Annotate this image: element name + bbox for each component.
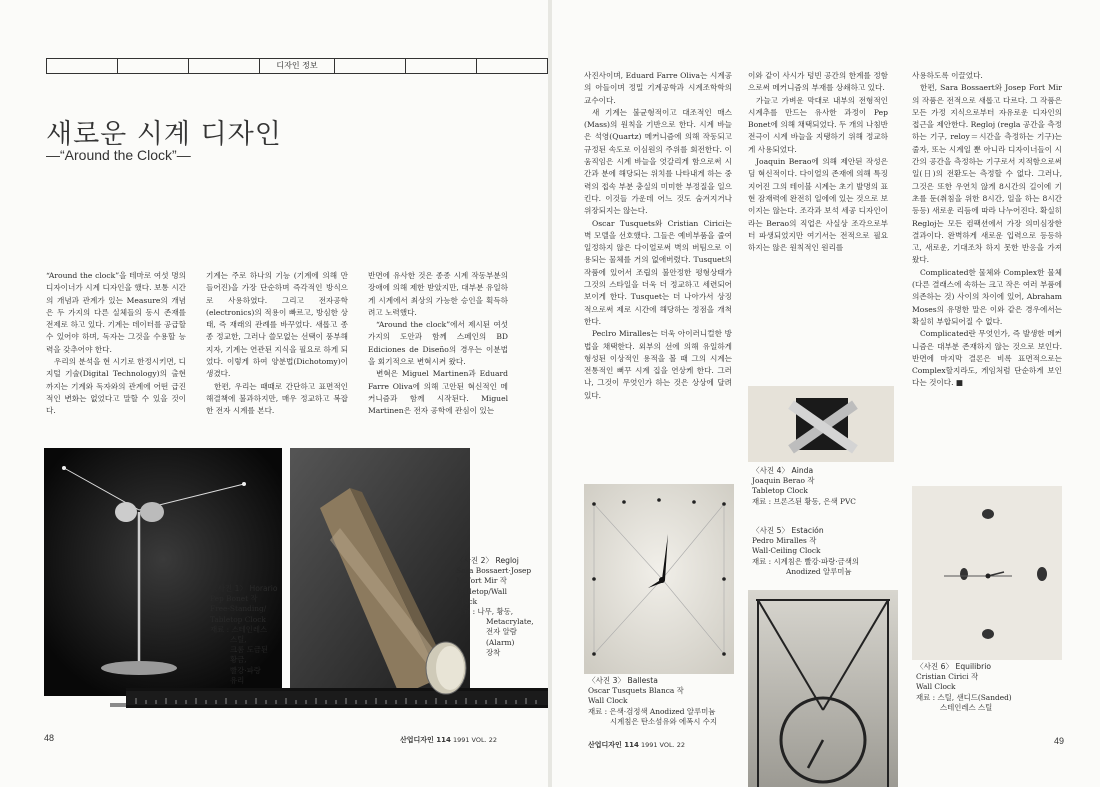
paragraph: 사용하도록 이끌었다. [912,71,983,80]
caption-title: 〈사진 3〉 Ballesta [588,676,658,685]
photo-equilibrio [912,486,1062,660]
magazine-date: 1991 VOL. 22 [640,741,686,749]
caption-line: 황금, [230,655,247,665]
caption-line: 재료 : 스테인레스 [210,624,268,634]
caption-line: Joaquin Berao 작 [752,476,815,486]
magazine-footer-right [588,740,685,750]
caption-title: 〈사진 4〉 Ainda [752,466,814,475]
magazine-date: 1991 VOL. 22 [452,736,498,744]
paragraph: Oscar Tusquets와 Cristian Cirici는 벽 모델을 선호했다. 그들은 예비부품을 줄여 일정하지 않은 다이얼로써 벽의 버팀으로 이용되는 물체를 거의 없애버렸다. Tusquet의 작품에 있어서 조립의 불안정한 평형상태가 그것의 스타일을 더욱 더 정교하고 세련되어 보이게 한다. Tusquet는 더 나아가서 상징적으로써 제로 시간에 해당하는 정점을 개척한다. [584,218,732,326]
caption-line: Clock [456,596,478,606]
caption-photo-1 [210,584,278,686]
magazine-footer-left [400,735,497,745]
caption-title: 〈사진 1〉 Horario [210,584,278,593]
page-number-right: 49 [1054,736,1065,746]
caption-line: Wall Clock [588,696,628,706]
caption-line: Tabletop Clock [210,614,266,624]
caption-line: 재료 : 스틸, 샌디드(Sanded) [916,692,1012,702]
caption-line: Wall Clock [916,682,956,692]
paragraph: 우리의 분석을 현 시기로 한정시키면, 디지털 기술(Digital Technology)의 출현까지는 기계와 독자와의 관계에 어떤 급진적인 변화는 없었다고 말할 수 있을 것이다. [46,357,186,416]
caption-line: Metacrylate, [486,617,534,627]
regloj-ruler [126,688,556,708]
caption-line: 재료 : 시계침은 빨강·파랑·금색의 [752,556,860,566]
paragraph: 새 기계는 불균형적이고 대조적인 매스(Mass)의 원칙을 기반으로 한다. 시계 바늘은 석영(Quartz) 메커니즘에 의해 작동되고 규정된 속도로 이심원의 주위를 회전한다. 이 움직임은 시계 바늘을 엇갈리게 함으로써 시간과 분에 해당되는 위치를 나타내게 하는 중력의 접속 부분 충실의 미미한 부정질을 일으킨다. 이것들 가운데 어느 것도 숨겨지거나 위장되지는 않는다. [584,107,732,216]
caption-line: 스테인레스 스틸 [940,702,993,712]
photo-ballesta [584,484,734,674]
caption-line: Free-Standing/ [210,604,267,614]
photo-estacion [748,590,898,787]
caption-photo-3 [588,676,717,727]
caption-line: 재료 : 은색·검정색 Anodized 알루미늄 [588,706,716,716]
page-number-left: 48 [44,733,55,743]
regloj-reel-icon [424,636,468,696]
left-page [0,0,548,787]
photo-ainda [748,386,894,462]
caption-title: 〈사진 5〉 Estación [752,526,824,535]
caption-line: 유리 [230,675,245,685]
body-column-2 [206,270,348,418]
paragraph: 기계는 주로 하나의 기능 (기계에 의해 만들어진)을 가장 단순하며 즉각적인 방식으로 사용하였다. 그리고 전자공학(electronics)의 적용이 빠르고, 방심한 상태, 즉 재래의 관례를 바꾸었다. 새롭고 종종 정교한, 그러나 쓸모없는 선택이 풍부해지자, 기계는 연관된 지식을 필요로 하게 되었다. 이렇게 하여 양분법(Dichotomy)이 생겼다. [206,271,348,379]
right-page [552,0,1100,787]
paragraph: 가늘고 가벼운 막대로 내부의 전형적인 시계추를 만드는 유사한 과정이 Pep Bonet에 의해 채택되었다. 두 개의 나침반 전극이 시계 바늘을 지탱하기 위해 정교하게 사용되었다. [748,95,888,154]
section-label: 디자인 정보 [260,59,335,73]
caption-line: Oscar Tusquets Blanca 작 [588,686,684,696]
paragraph: 사진사이며, Eduard Farre Oliva는 시계공의 아들이며 정밀 기계공학과 시계조학학의 교수이다. [584,71,732,105]
paragraph: Complicated란 무엇인가, 즉 발생한 메커니즘은 대부분 존재하지 않는 것으로 보인다. 반면에 마지막 결론은 비록 표면적으로는 Complex할지라도, 게임처럼 단순하게 보인다는 것이다. ■ [912,329,1062,388]
body-column-1 [46,270,186,418]
paragraph: 한편, 우리는 때때로 간단하고 표면적인 해결책에 불과하지만, 매우 정교하고 복잡한 전자 시계를 본다. [206,381,348,416]
caption-line: Pedro Miralles 작 [752,536,817,546]
article-subtitle: —“Around the Clock”— [46,147,191,163]
paragraph: “Around the clock”을 테마로 여섯 명의 디자이너가 시계 디자인을 했다. 보통 시간의 개념과 관계가 있는 Measure의 개념은 두 가지의 다른 실체들의 동시 존재를 전제로 하고 있다. 기계는 데이터를 공급할 수 있어야 하며, 독자는 그것을 수용할 능력을 갖추어야 한다. [46,271,186,354]
caption-line: Wall·Ceiling Clock [752,546,821,556]
caption-line: Tabletop Clock [752,486,808,496]
body-column-4 [584,70,732,402]
article-title: 새로운 시계 디자인 [46,119,282,150]
paragraph: “Around the clock”에서 제시된 여섯 가지의 도안과 함께 스페인의 BD Ediciones de Diseño의 경우는 이분법을 회기적으로 변혁시켜 왔다. [368,320,508,367]
paragraph: Joaquin Berao에 의해 제안된 작성은 딤 혁신적이다. 다이얼의 존재에 의해 특징지어진 그의 테이블 시계는 초기 발명의 표현 잠재력에 완전히 일에에 있는 것으로 보이지는 않는다. 조각과 보석 세공 디자인이라는 Berao의 직업은 사실상 조각으로부터 파생되었지만 여기서는 전적으로 필요하지는 않은 원칙적인 원리를 [748,157,888,253]
caption-line: Sara Bossaert·Josep [456,566,532,576]
caption-photo-5 [752,526,859,577]
caption-photo-4 [752,466,856,507]
paragraph: Peclro Miralles는 더욱 아이러니컬한 방법을 채택한다. 외부의 선에 의해 유일하게 형성된 이상적인 용적을 볼 때 그의 시계는 전통적인 뻐꾸 시계 집을 연상케 한다. 그러나, 그것이 무엇인가 하는 것은 상상에 달려 있다. [584,329,732,400]
caption-line: Anodized 알루미늄 [786,566,852,576]
caption-line: Cristian Cirici 작 [916,672,979,682]
paragraph: 이와 같이 사시가 텅빈 공간의 한계를 정함으로써 메커니즘의 부재를 상쇄하고 있다. [748,71,888,93]
paragraph: Complicated한 물체와 Complex한 물체(다른 결래스에 속하는 크고 작은 여러 부품에 의존하는 것) 사이의 차이에 있어, Abraham Moses의 유명한 말은 이와 같은 경우에서는 확실히 부합되어질 수 없다. [912,267,1062,326]
caption-line: 크롬 도금된 [230,645,269,655]
caption-line: 재료 : 나무, 황동, [456,607,514,617]
paragraph: 반면에 유사한 것은 종종 시계 작동부분의 장애에 의해 제한 받았지만, 대부분 유일하게 시계에서 최상의 가능한 승인을 획득하려고 노력했다. [368,271,508,317]
magazine-issue: 산업디자인 114 [588,741,639,749]
caption-line: (Alarm) [486,637,515,647]
body-column-6 [912,70,1062,390]
body-column-3 [368,270,508,418]
paragraph: 변혁은 Miguel Martinen과 Eduard Farre Oliva에 의해 고안된 혁신적인 메커니즘과 함께 시작된다. Miguel Martinen은 전자 공학에 관심이 있는 [368,369,508,416]
body-column-5 [748,70,888,254]
paragraph: 한편, Sara Bossaert와 Josep Fort Mir의 작품은 전적으로 새롭고 다르다. 그 작품은 모든 가정 지식으로부터 자유로운 디자인의 접근을 제안한다. Regloj (regla 공간을 측정하는 기구, reloy＝시간을 측정하는 기구)는 줄자, 또는 시계일 뿐 아니라 디자이너들이 시간의 공간을 측정하는 기구로서 지적함으로써 일(日)의 전환도는 측정할 수 없다. 그러나, 그것은 또한 우연치 않게 8시간의 길이에 기초를 둔(취침을 위한 8시간, 일을 하는 8시간 등등) 새로운 리듬에 따라 나누어진다. 확실히 Regloj는 모든 컴팩션에서 가장 의미심장한 결과이다. 완벽하게 새로운 입력으로 등등하고, 새로운, 기대조차 하지 못한 반응을 가져왔다. [912,83,1062,265]
caption-title: 〈사진 2〉 Regloj [456,556,519,565]
caption-line: 시계침은 탄소섬유와 에폭시 수지 [610,716,718,726]
section-header-bar [46,58,548,74]
caption-photo-6 [916,662,1012,713]
caption-line: Pep Bonet 작 [210,594,258,604]
caption-line: 재료 : 브론즈된 황동, 은색 PVC [752,496,856,506]
caption-line: 스틸, [230,635,247,645]
caption-line: Tabletop/Wall [456,586,507,596]
caption-line: 전자 알람 [486,627,517,637]
caption-line: M.Fort Mir 작 [456,576,507,586]
caption-line: 빨강·파랑 [230,665,261,675]
caption-title: 〈사진 6〉 Equilibrio [916,662,991,671]
magazine-issue: 산업디자인 114 [400,736,451,744]
caption-line: 장착 [486,647,501,657]
